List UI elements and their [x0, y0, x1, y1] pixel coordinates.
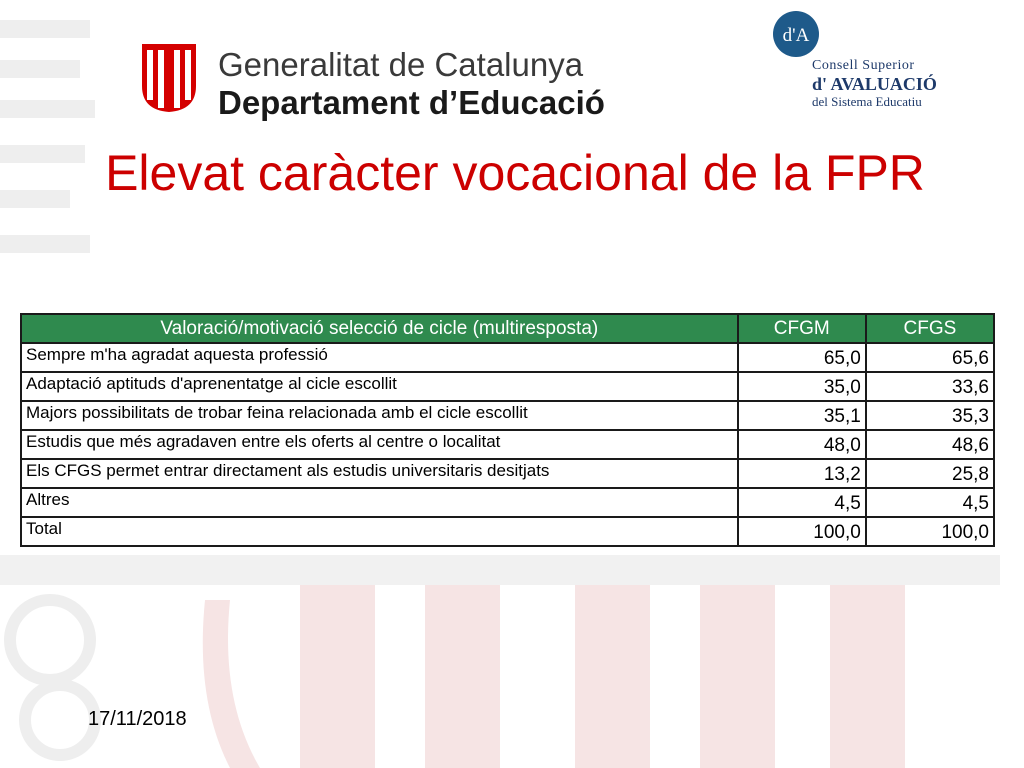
table-row — [21, 459, 994, 488]
row-label: Estudis que més agradaven entre els oferts al centre o localitat — [21, 430, 738, 459]
cfgm-value: 4,5 — [738, 488, 866, 517]
row-label: Sempre m'ha agradat aquesta professió — [21, 343, 738, 372]
header-cfgs: CFGS — [866, 314, 994, 343]
row-label: Altres — [21, 488, 738, 517]
table-row-total — [21, 517, 994, 546]
cfgs-value: 48,6 — [866, 430, 994, 459]
cfgs-value: 33,6 — [866, 372, 994, 401]
cfgs-value: 100,0 — [866, 517, 994, 546]
table-row — [21, 343, 994, 372]
table-header-row — [21, 314, 994, 343]
csa-wordmark — [812, 58, 937, 109]
table-row — [21, 372, 994, 401]
generalitat-flag-logo — [138, 42, 200, 114]
cfgs-value: 4,5 — [866, 488, 994, 517]
csa-line-consell: Consell Superior — [812, 58, 915, 73]
cfgs-value: 25,8 — [866, 459, 994, 488]
cfgm-value: 35,0 — [738, 372, 866, 401]
header-motivacio: Valoració/motivació selecció de cicle (multiresposta) — [21, 314, 738, 343]
cfgs-value: 35,3 — [866, 401, 994, 430]
footer-date: 17/11/2018 — [88, 708, 187, 730]
cfgm-value: 100,0 — [738, 517, 866, 546]
cfgm-value: 35,1 — [738, 401, 866, 430]
row-label: Els CFGS permet entrar directament als estudis universitaris desitjats — [21, 459, 738, 488]
table-row — [21, 401, 994, 430]
row-label: Total — [21, 517, 738, 546]
generalitat-wordmark — [218, 46, 605, 122]
table-row — [21, 430, 994, 459]
csa-logo-badge — [772, 10, 820, 58]
motivation-table — [20, 313, 995, 547]
csa-line-avaluacio: d' AVALUACIÓ — [812, 74, 937, 94]
csa-line-sistema: del Sistema Educatiu — [812, 94, 922, 109]
header-cfgm: CFGM — [738, 314, 866, 343]
csa-badge-text: d'A — [782, 25, 810, 46]
logo-line-departament: Departament d’Educació — [218, 84, 605, 121]
cfgm-value: 65,0 — [738, 343, 866, 372]
logo-line-generalitat: Generalitat de Catalunya — [218, 46, 584, 83]
row-label: Majors possibilitats de trobar feina relacionada amb el cicle escollit — [21, 401, 738, 430]
table-row — [21, 488, 994, 517]
cfgs-value: 65,6 — [866, 343, 994, 372]
page-title: Elevat caràcter vocacional de la FPR — [105, 145, 925, 201]
row-label: Adaptació aptituds d'aprenentatge al cicle escollit — [21, 372, 738, 401]
cfgm-value: 48,0 — [738, 430, 866, 459]
cfgm-value: 13,2 — [738, 459, 866, 488]
